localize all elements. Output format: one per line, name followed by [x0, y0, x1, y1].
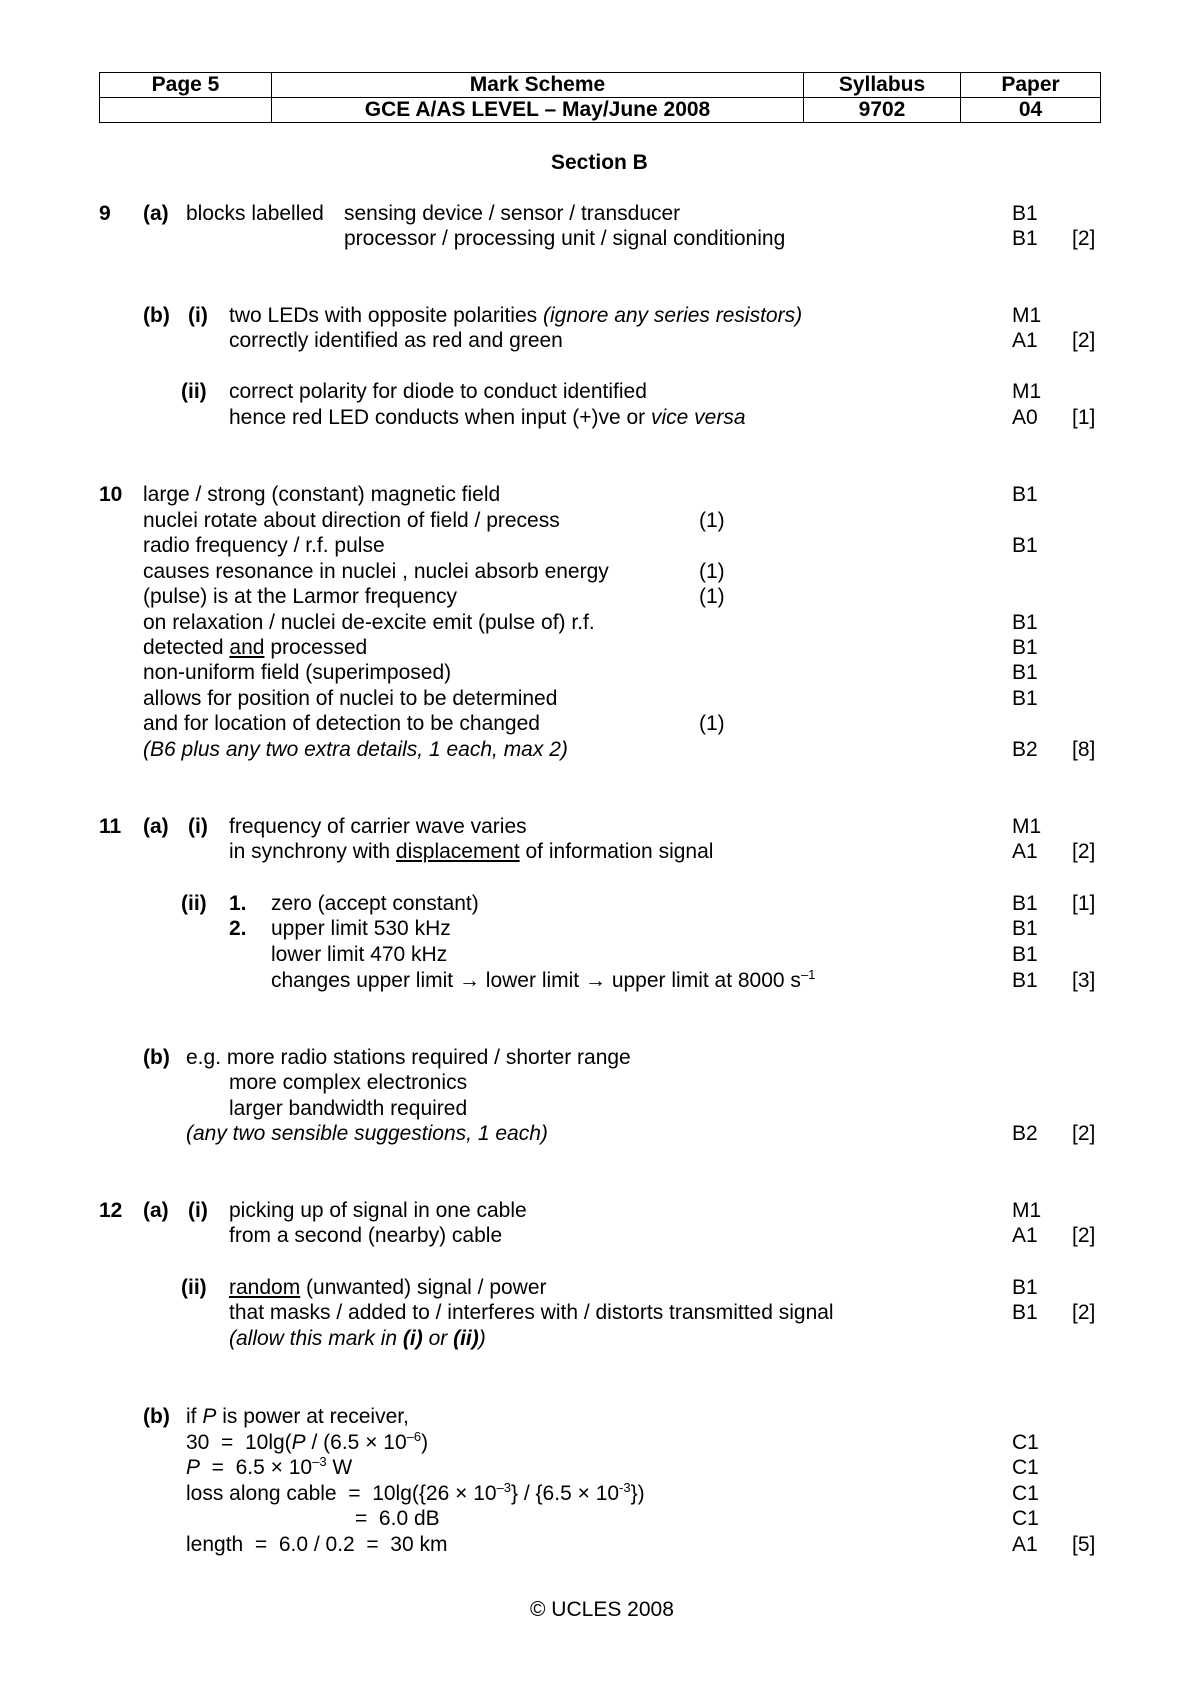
q12-aii-mark2: B1	[1012, 1301, 1038, 1324]
q10-line-one-mark: (1)	[699, 585, 725, 608]
q10-line-text: allows for position of nuclei to be determined	[143, 686, 558, 710]
q11-ai-line2-post: of information signal	[525, 840, 714, 863]
q12-ai-mark1: M1	[1012, 1199, 1042, 1222]
q11-ai-label: (i)	[188, 815, 208, 838]
q12-aii-random: random	[229, 1276, 301, 1299]
q11-aii-1-total: [1]	[1072, 892, 1096, 915]
q9-a-label: (a)	[143, 202, 169, 225]
q9-a-prefix: blocks labelled	[186, 202, 324, 225]
q12-aii-line1	[229, 1275, 547, 1301]
q12-b-line1-b: is power at receiver,	[222, 1405, 409, 1428]
q12-aii-line3-b: (i)	[402, 1327, 423, 1350]
q12-number: 12	[99, 1199, 123, 1222]
q9-number: 9	[99, 202, 111, 225]
q10-total: [8]	[1072, 738, 1096, 761]
q11-aii-label: (ii)	[181, 892, 207, 915]
q12-aii-line3-c: or	[428, 1327, 448, 1350]
q10-line-text: and for location of detection to be changed	[143, 712, 540, 735]
header-exam: GCE A/AS LEVEL – May/June 2008	[272, 98, 804, 123]
q12-b-line2	[186, 1430, 428, 1456]
footer-copyright: © UCLES 2008	[530, 1598, 674, 1621]
q12-aii-line3-a: (allow this mark in	[229, 1327, 398, 1350]
q10-line-text: (pulse) is at the Larmor frequency	[143, 585, 457, 608]
q10-detected-and: and	[229, 636, 265, 659]
q11-aii-2c-a: changes upper limit	[271, 969, 454, 992]
q9-a-mark1: B1	[1012, 202, 1038, 225]
q12-b-line6: length = 6.0 / 0.2 = 30 km	[186, 1533, 448, 1556]
q12-aii-label: (ii)	[181, 1276, 207, 1299]
q12-b-line1-p: P	[202, 1405, 217, 1428]
q10-detected-post: processed	[270, 636, 368, 659]
q12-b-line4-sup2: -3	[619, 1480, 631, 1495]
q10-detected-line	[143, 635, 367, 661]
q12-b-line4	[186, 1481, 645, 1507]
q11-aii-2b: lower limit 470 kHz	[271, 943, 448, 966]
q9-bi-label: (i)	[188, 304, 208, 327]
q11-aii-2c	[271, 968, 815, 994]
q12-aii-total: [2]	[1072, 1301, 1096, 1324]
q9-bii-line2-italic: vice versa	[651, 406, 746, 429]
q10-line-mark: B1	[1012, 483, 1038, 506]
q12-a-label: (a)	[143, 1199, 169, 1222]
q11-aii-2c-sup: –1	[800, 967, 816, 982]
q11-aii-2-total: [3]	[1072, 969, 1096, 992]
q11-ai-line2-underlined: displacement	[395, 840, 520, 863]
header-syllabus: 9702	[804, 98, 961, 123]
q9-bii-line2	[229, 405, 746, 431]
q12-b-line4-a: loss along cable = 10lg({26 × 10	[186, 1482, 497, 1505]
header-paper: 04	[961, 98, 1101, 123]
q10-final-mark: B2	[1012, 738, 1038, 761]
arrow-icon: →	[584, 969, 606, 992]
q12-ai-label: (i)	[188, 1199, 208, 1222]
q11-a-label: (a)	[143, 815, 169, 838]
header-syllabus-label: Syllabus	[804, 73, 961, 98]
q9-bii-line1: correct polarity for diode to conduct identified	[229, 380, 647, 403]
q11-b-line3: larger bandwidth required	[229, 1097, 468, 1120]
q9-bii-label: (ii)	[181, 380, 207, 403]
q11-ai-mark2: A1	[1012, 840, 1038, 863]
q9-a-line1: sensing device / sensor / transducer	[344, 202, 681, 225]
q9-bi-mark2: A1	[1012, 329, 1038, 352]
q11-ai-line2	[229, 839, 713, 865]
q10-line-mark: B1	[1012, 686, 1038, 710]
q12-b-mark3: C1	[1012, 1482, 1039, 1505]
q12-b-mark1: C1	[1012, 1431, 1039, 1454]
q11-aii-2a-mark: B1	[1012, 917, 1038, 940]
q9-bii-mark2: A0	[1012, 406, 1038, 429]
section-title: Section B	[551, 151, 648, 174]
q11-aii-2a: upper limit 530 kHz	[271, 917, 451, 940]
q11-aii-n1: 1.	[229, 892, 247, 915]
q10-number: 10	[99, 483, 123, 506]
q12-b-mark2: C1	[1012, 1456, 1039, 1479]
q11-b-mark: B2	[1012, 1122, 1038, 1145]
q12-b-line2-b: / (6.5 × 10	[305, 1431, 407, 1454]
q12-b-line2-a: 30 = 10lg(	[186, 1431, 292, 1454]
q11-b-label: (b)	[143, 1046, 170, 1069]
q12-b-line3-a: = 6.5 × 10	[200, 1456, 313, 1479]
header-paper-label: Paper	[961, 73, 1101, 98]
q12-ai-line1: picking up of signal in one cable	[229, 1199, 527, 1222]
q11-ai-total: [2]	[1072, 840, 1096, 863]
q12-ai-mark2: A1	[1012, 1224, 1038, 1247]
q12-b-line5: = 6.0 dB	[355, 1507, 440, 1530]
q12-b-line4-c: })	[630, 1482, 645, 1505]
q12-b-line2-p: P	[291, 1431, 306, 1454]
q12-ai-total: [2]	[1072, 1224, 1096, 1247]
q11-b-line1: e.g. more radio stations required / shorter range	[186, 1046, 631, 1069]
q10-line-one-mark: (1)	[699, 559, 725, 583]
q12-b-mark4: C1	[1012, 1507, 1039, 1530]
q9-a-mark2: B1	[1012, 227, 1038, 250]
q11-number: 11	[99, 815, 122, 838]
q10-line-text: nuclei rotate about direction of field / precess	[143, 508, 560, 532]
q12-b-line3-b: W	[326, 1456, 353, 1479]
q12-aii-mark1: B1	[1012, 1276, 1038, 1299]
q11-ai-line1: frequency of carrier wave varies	[229, 815, 527, 838]
header-page: Page 5	[100, 73, 272, 98]
q9-bii-total: [1]	[1072, 406, 1096, 429]
q9-bi-mark1: M1	[1012, 304, 1042, 327]
q12-b-line1	[186, 1404, 409, 1430]
q9-bi-line1	[229, 303, 802, 329]
q10-line-mark: B1	[1012, 661, 1038, 684]
q10-line-text: on relaxation / nuclei de-excite emit (pulse of) r.f.	[143, 610, 595, 634]
q12-aii-line2: that masks / added to / interferes with / distorts transmitted signal	[229, 1301, 834, 1324]
q12-aii-line1-post: (unwanted) signal / power	[306, 1276, 547, 1299]
header-table	[99, 72, 1101, 123]
q11-b-line4: (any two sensible suggestions, 1 each)	[186, 1122, 548, 1145]
q12-aii-line3	[229, 1326, 486, 1352]
q12-aii-line3-d: (ii)	[453, 1327, 479, 1350]
q12-b-line2-c: )	[421, 1431, 429, 1454]
q11-aii-2b-mark: B1	[1012, 943, 1038, 966]
q11-b-line2: more complex electronics	[229, 1071, 468, 1094]
q12-b-line3-sup: –3	[312, 1454, 327, 1469]
q9-a-line2: processor / processing unit / signal conditioning	[344, 227, 786, 250]
q10-line-one-mark: (1)	[699, 508, 725, 532]
q12-b-line1-a: if	[186, 1405, 197, 1428]
arrow-icon: →	[458, 969, 480, 992]
q10-line-mark: B1	[1012, 534, 1038, 557]
q12-b-label: (b)	[143, 1405, 170, 1428]
header-empty	[100, 98, 272, 123]
q12-b-line2-sup: –6	[406, 1429, 422, 1444]
q11-aii-1-mark: B1	[1012, 892, 1038, 915]
q11-ai-mark1: M1	[1012, 815, 1042, 838]
q9-a-total: [2]	[1072, 227, 1096, 250]
q10-line-text: radio frequency / r.f. pulse	[143, 534, 385, 557]
q10-detected-mark: B1	[1012, 636, 1038, 659]
q11-aii-2c-mark: B1	[1012, 969, 1038, 992]
q10-detected-pre: detected	[143, 636, 224, 659]
q9-bii-mark1: M1	[1012, 380, 1042, 403]
q12-b-line4-sup1: –3	[496, 1480, 512, 1495]
q11-b-total: [2]	[1072, 1122, 1096, 1145]
q10-final-line: (B6 plus any two extra details, 1 each, max 2)	[143, 738, 568, 761]
q9-bi-line1-text: two LEDs with opposite polarities	[229, 304, 538, 327]
q9-b-label: (b)	[143, 304, 170, 327]
q10-line-text: causes resonance in nuclei , nuclei absorb energy	[143, 559, 609, 583]
q12-b-line3	[186, 1455, 352, 1481]
q12-b-line4-b: } / {6.5 × 10	[511, 1482, 620, 1505]
q12-b-total: [5]	[1072, 1533, 1096, 1556]
q10-line-text: large / strong (constant) magnetic field	[143, 483, 501, 506]
q12-b-line3-p: P	[186, 1456, 201, 1479]
q11-aii-1: zero (accept constant)	[271, 892, 479, 915]
q9-bii-line2-text: hence red LED conducts when input (+)ve or	[229, 406, 646, 429]
q9-bi-total: [2]	[1072, 329, 1096, 352]
q10-line-one-mark: (1)	[699, 712, 725, 735]
header-mark-scheme: Mark Scheme	[272, 73, 804, 98]
q11-aii-2c-c: upper limit at 8000 s	[611, 969, 801, 992]
q9-bi-line2: correctly identified as red and green	[229, 329, 563, 352]
q10-line-text: non-uniform field (superimposed)	[143, 661, 452, 684]
q11-ai-line2-pre: in synchrony with	[229, 840, 391, 863]
q11-aii-2c-b: lower limit	[485, 969, 580, 992]
q12-aii-line3-e: )	[478, 1327, 486, 1350]
q9-bi-line1-italic: (ignore any series resistors)	[543, 304, 803, 327]
q11-aii-n2: 2.	[229, 917, 247, 940]
q10-line-mark: B1	[1012, 610, 1038, 634]
q12-ai-line2: from a second (nearby) cable	[229, 1224, 503, 1247]
q12-b-mark5: A1	[1012, 1533, 1038, 1556]
